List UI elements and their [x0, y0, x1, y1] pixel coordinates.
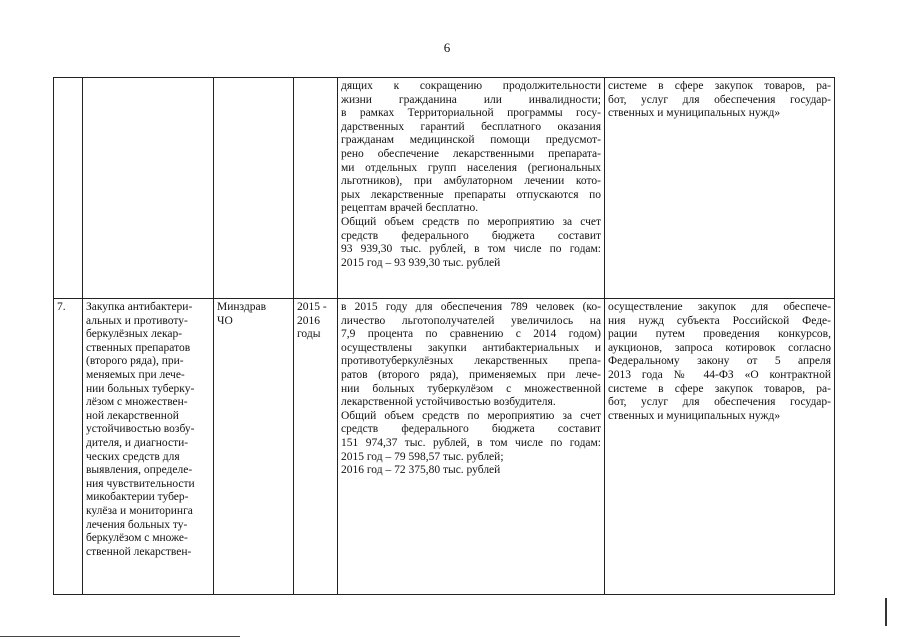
text-line: рации путем проведения конкурсов, — [608, 328, 831, 341]
executor-cell: Минздрав ЧО — [214, 299, 294, 595]
text-line: нии больных туберкулёзом с множественной — [341, 382, 601, 395]
text-line: 2015 год – 93 939,30 тыс. рублей — [341, 256, 501, 269]
text-line: 2015 год – 79 598,57 тыс. рублей; — [341, 450, 504, 463]
scan-artifact-line — [0, 636, 240, 637]
text-line: системе в сфере закупок товаров, ра- — [608, 382, 831, 395]
text-line: рено обеспечение лекарственными препарата- — [341, 147, 601, 160]
text-line: жизни гражданина или инвалидности; — [341, 93, 601, 106]
description-cell — [338, 78, 605, 299]
table-row-continuation — [54, 78, 835, 299]
text-line: Общий объем средств по мероприятию за счет — [341, 409, 601, 422]
text-line: противотуберкулёзных лекарственных препа- — [341, 355, 601, 368]
text-line: Общий объем средств по мероприятию за счет — [341, 215, 601, 228]
period-cell: 2015 - 2016 годы — [294, 299, 338, 595]
table-row-7 — [54, 299, 835, 595]
text-line: лекарственной устойчивостью возбудителя. — [341, 396, 556, 409]
text-line: бот, услуг для обеспечения государ- — [608, 93, 831, 106]
text-line: бот, услуг для обеспечения государ- — [608, 396, 831, 409]
text-line: в рамках Территориальной программы госу- — [341, 107, 601, 120]
text-line: Федеральному закону от 5 апреля — [608, 355, 831, 368]
text-line: 2016 год – 72 375,80 тыс. рублей — [341, 464, 501, 477]
measure-title-cell: Закупка антибактери- альных и противоту- беркулёзных лекар- ственных препаратов (второго ряда), при- меняемых при лече- нии больных туберку- лёзом с множествен- ной лекарственной устойчивостью возбу- дителя, и диагности- ческих средств для выявления, определе- ния чувствительности микобактерии тубер- кулёза и мониторинга лечения больных ту- беркулёзом с множе- ственной лекарствен- — [83, 299, 214, 595]
text-line: 2013 года № 44-ФЗ «О контрактной — [608, 368, 831, 381]
text-line: ратов (второго ряда), применяемых при лече- — [341, 368, 601, 381]
text-line: ми отдельных групп населения (региональных — [341, 161, 601, 174]
text-line: в 2015 году для обеспечения 789 человек (ко- — [341, 301, 601, 313]
page-number: 6 — [443, 40, 451, 55]
row-number-cell: 7. — [54, 299, 83, 595]
row-number-cell — [54, 78, 83, 299]
text-line: ственных и муниципальных нужд» — [608, 409, 781, 422]
text-line: гражданам медицинской помощи предусмот- — [341, 134, 601, 147]
scan-artifact-mark — [885, 598, 887, 626]
measures-table — [53, 77, 835, 595]
period-cell — [294, 78, 338, 299]
text-line: льготников), при амбулаторном лечении кото- — [341, 175, 601, 188]
text-line: дарственных гарантий бесплатного оказания — [341, 120, 601, 133]
text-line: дящих к сокращению продолжительности — [341, 80, 601, 92]
text-line: ния нужд субъекта Российской Феде- — [608, 314, 831, 327]
text-line: осуществление закупок для обеспече- — [608, 301, 831, 313]
description-cell — [338, 299, 605, 595]
text-line: личество льготополучателей увеличилось на — [341, 314, 601, 327]
text-line: 7,9 процента по сравнению с 2014 годом) — [341, 328, 601, 341]
result-cell — [605, 78, 835, 299]
text-line: рецептам врачей бесплатно. — [341, 202, 479, 215]
executor-cell — [214, 78, 294, 299]
text-line: осуществлены закупки антибактериальных и — [341, 341, 601, 354]
result-cell — [605, 299, 835, 595]
text-line: 151 974,37 тыс. рублей, в том числе по годам: — [341, 436, 601, 449]
text-line: аукционов, запроса котировок согласно — [608, 341, 831, 354]
text-line: 93 939,30 тыс. рублей, в том числе по годам: — [341, 243, 601, 256]
text-line: ственных и муниципальных нужд» — [608, 107, 781, 120]
text-line: системе в сфере закупок товаров, ра- — [608, 80, 831, 92]
text-line: рых лекарственные препараты отпускаются по — [341, 188, 601, 201]
text-line: средств федерального бюджета составит — [341, 229, 601, 242]
measure-title-cell — [83, 78, 214, 299]
text-line: средств федерального бюджета составит — [341, 423, 601, 436]
